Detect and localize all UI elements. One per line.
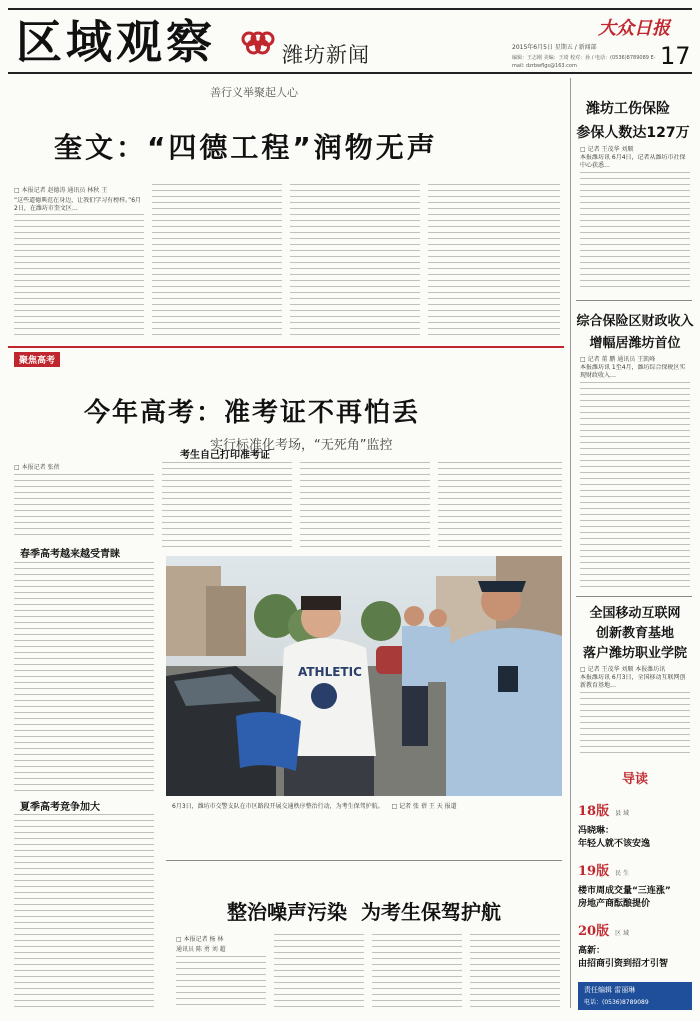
article3-body-col1 (176, 956, 266, 1010)
focus-tag (14, 352, 60, 367)
right1-headline-l2: 参保人数达127万 (576, 125, 690, 141)
focus-subhead: 实行标准化考场，“无死角”监控 (210, 438, 393, 453)
photo-caption-text: 6月3日，潍坊市交警支队在市区路段开展交通秩序整治行动，为考生保驾护航。 (172, 803, 384, 810)
index-title: 导读 (574, 768, 696, 787)
article3-byline: □ 本报记者 杨 林 (176, 936, 224, 943)
article3-headline: 整治噪声污染 为考生保驾护航 (227, 900, 501, 924)
right1-byline: □ 记者 王茂华 刘顺 (580, 146, 634, 153)
right2-headline-l2: 增幅居潍坊首位 (589, 336, 681, 351)
news-photo-illustration (166, 556, 562, 796)
article1-body-col1 (14, 214, 144, 338)
article3-credit: 通讯员 陈 勇 刘 超 (176, 946, 226, 953)
article1-body-col3 (290, 184, 420, 338)
index-title-line2: 由招商引资到招才引智 (578, 959, 669, 969)
right2-byline: □ 记者 董 鹏 通讯员 王凯峰 (580, 356, 656, 363)
index-item-18[interactable] (578, 800, 690, 851)
focus-body-col4 (438, 462, 562, 552)
index-section: 区 域 (615, 930, 630, 937)
focus-tag-text: 聚焦高考 (19, 356, 56, 366)
article1-body-col2 (152, 184, 282, 338)
masthead-rule (8, 72, 692, 74)
shirt-text: ATHLETIC (298, 665, 362, 679)
photo-caption (172, 802, 558, 832)
index-title-line1: 冯晓琳： (578, 826, 615, 836)
right1-headline-l1: 潍坊工伤保险 (586, 101, 670, 117)
index-page: 19版 (578, 864, 610, 879)
index-item-19[interactable] (578, 860, 690, 911)
right3-lead: 本报潍坊讯 6月3日，全国移动互联网创新教育基地… (580, 674, 686, 689)
index-title-line2: 年轻人就不该安逸 (578, 839, 651, 849)
right1-body (580, 172, 690, 290)
article3-body-col2 (274, 934, 364, 1010)
focus-body-col1b (14, 562, 154, 794)
right3-body (580, 692, 690, 758)
section-title: 区域观察 (16, 15, 216, 69)
index-title-line1: 楼市周成交量“三连涨” (578, 886, 671, 896)
article1-body-col4 (428, 184, 560, 338)
article3-body-col4 (470, 934, 560, 1010)
right-column-divider (570, 78, 571, 1008)
footer-editor: 责任编辑 雷丽琳 (584, 986, 636, 994)
right-rule-1 (576, 300, 692, 301)
footer-editor-box (578, 982, 692, 1010)
article1-kicker: 善行义举聚起人心 (210, 86, 298, 99)
focus-section3: 夏季高考竞争加大 (20, 802, 100, 813)
right1-lead: 本报潍坊讯 6月4日，记者从潍坊市社保中心获悉… (580, 154, 686, 169)
right2-body (580, 382, 690, 588)
focus-body-col1c (14, 814, 154, 1010)
index-title-line1: 高新： (578, 946, 606, 956)
article1-headline: 奎文：“四德工程”润物无声 (54, 131, 438, 164)
top-rule (8, 8, 692, 10)
focus-byline: □ 本报记者 张蓓 (14, 464, 60, 471)
editor-line: 编辑：王志刚 美编：王琦 校对：孙 / 电话：(0536)8789089 E-mail: dzrbwflgs@163.com (512, 55, 656, 69)
news-photo (166, 556, 562, 796)
index-title-line2: 房地产商酝酿提价 (578, 899, 651, 909)
photo-caption-credit: □ 记者 张 蓓 王 天 报道 (391, 803, 457, 810)
article3-body-col3 (372, 934, 462, 1010)
index-section: 民 生 (615, 870, 630, 877)
right2-lead: 本报潍坊讯 1至4月，潍坊综合保税区实现财政收入… (580, 364, 686, 379)
focus-headline: 今年高考：准考证不再怕丢 (84, 398, 421, 428)
focus-section2: 春季高考越来越受青睐 (20, 549, 120, 560)
sub-title: 潍坊新闻 (282, 43, 370, 67)
focus-section1: 考生自己打印准考证 (180, 450, 270, 461)
focus-top-rule (8, 346, 564, 348)
page-number: 17 (660, 42, 691, 70)
right3-headline-l2: 创新教育基地 (595, 626, 674, 641)
index-section: 县 域 (615, 810, 630, 817)
right3-headline-l3: 落户潍坊职业学院 (582, 646, 687, 661)
article1-lead: “这些道德典范在身边，让我们学习有榜样。”6月2日，在潍坊市奎文区… (14, 197, 142, 212)
article1-byline: □ 本报记者 赵德涛 通讯员 林秋 王 (14, 187, 108, 194)
rings-logo-icon (240, 30, 276, 58)
right2-headline-l1: 综合保险区财政收入 (576, 314, 694, 329)
footer-contact: 电话：(0536)8789089 (584, 999, 649, 1006)
right3-byline: □ 记者 王茂华 刘顺 本报潍坊讯 (580, 666, 666, 673)
right3-headline-l1: 全国移动互联网 (589, 606, 681, 621)
focus-body-col2 (162, 462, 292, 552)
index-page: 18版 (578, 804, 610, 819)
paper-name: 大众日报 (598, 18, 670, 39)
index-item-20[interactable] (578, 920, 690, 971)
focus-body-col1a (14, 474, 154, 540)
focus-body-col3 (300, 462, 430, 552)
date-line: 2015年6月5日 星期五 / 新闻部 (512, 44, 597, 51)
right-rule-2 (576, 596, 692, 597)
article3-rule (166, 860, 562, 861)
index-page: 20版 (578, 924, 610, 939)
